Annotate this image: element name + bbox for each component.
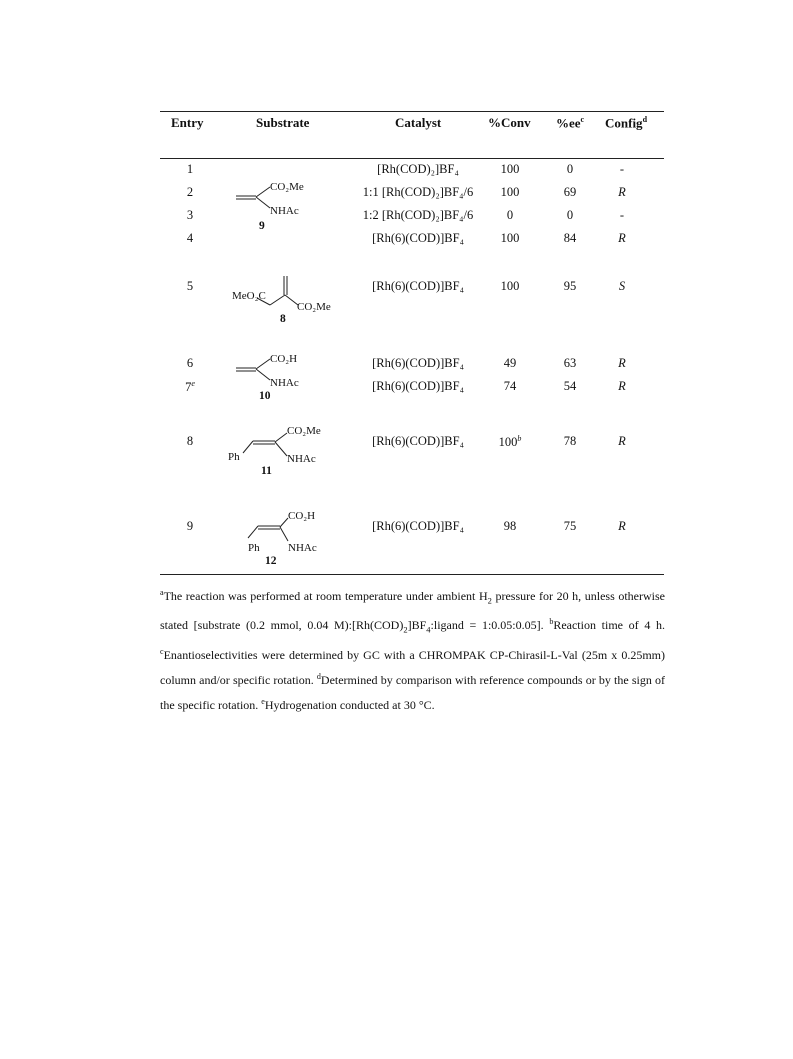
structure-9-bottom-group: NHAc	[270, 205, 299, 217]
table-footnotes: $^a$The reaction was performed at room temperature under ambient $H_2$ pressure for 20 h, unless otherwise stated [substrate (0.2 mmol, 0.04 $M):[Rh(COD)_2]BF_4:ligand$ = 1:0.05:0.05]. $^b$Reaction time of 4 h. $^c$Enantioselectivities were determined by GC with a CHROMPAK CP-Chirasil-L-Val (25m x 0.25mm) column and/or specific rotation. $^d$Determined by comparison with reference compounds or by the sign of the specific rotation. $^e$Hydrogenation conducted at 30 °C.	[160, 588, 666, 712]
ee-cell: 75	[563, 519, 577, 533]
catalyst-cell: [Rh(6)(COD)]BF₄	[372, 434, 464, 448]
compound-number-8: 8	[280, 313, 286, 325]
header-substrate: Substrate	[256, 115, 310, 130]
catalyst-cell: [Rh(6)(COD)]BF₄	[372, 279, 464, 293]
conv-cell: 100	[500, 279, 520, 293]
config-cell: R	[618, 185, 626, 199]
structure-12-phenyl: Ph	[248, 542, 260, 554]
catalyst-cell: 1:1 [Rh(COD)₂]BF₄/6	[362, 185, 474, 199]
entry-cell: 2	[186, 185, 194, 199]
catalyst-cell: [Rh(6)(COD)]BF₄	[372, 519, 464, 533]
structure-11-top-group: CO₂Me	[287, 425, 321, 437]
structure-9-top-group: CO₂Me	[270, 181, 304, 193]
compound-number-10: 10	[259, 390, 271, 402]
structure-11-phenyl: Ph	[228, 451, 240, 463]
footnote-b-mark: b	[549, 617, 554, 627]
entry-cell: 9	[186, 519, 194, 533]
table-top-rule	[160, 111, 664, 112]
conv-cell: 100$^b$	[498, 434, 522, 450]
ee-cell: 84	[563, 231, 577, 245]
header-entry: Entry	[171, 115, 204, 130]
structure-8-left-group: MeO₂C	[232, 290, 266, 302]
structure-12-bottom-group: NHAc	[288, 542, 317, 554]
conv-cell: 100	[500, 231, 520, 245]
table-header-rule	[160, 158, 664, 159]
ee-cell: 78	[563, 434, 577, 448]
entry-cell: 1	[186, 162, 194, 176]
entry-cell: 5	[186, 279, 194, 293]
catalyst-cell: [Rh(6)(COD)]BF₄	[372, 231, 464, 245]
entry-cell: 3	[186, 208, 194, 222]
entry-cell: 7e	[185, 379, 195, 395]
catalyst-cell: [Rh(6)(COD)]BF₄	[372, 356, 464, 370]
structure-10-top-group: CO₂H	[270, 353, 298, 365]
compound-number-12: 12	[265, 555, 277, 567]
config-cell: R	[618, 356, 626, 370]
conv-cell: 49	[503, 356, 517, 370]
conv-cell: 98	[503, 519, 517, 533]
substrate-structure-10	[222, 350, 352, 410]
structure-11-bottom-group: NHAc	[287, 453, 316, 465]
footnote-a-mark: a	[160, 588, 164, 597]
substrate-structure-12	[220, 510, 350, 573]
ee-cell: 69	[563, 185, 577, 199]
header-ee: $\%ee^c$	[556, 115, 585, 131]
config-cell: R	[618, 379, 626, 393]
conv-cell: 100	[500, 185, 520, 199]
catalyst-cell: 1:2 [Rh(COD)₂]BF₄/6	[362, 208, 474, 222]
structure-12-top-group: CO₂H	[288, 510, 316, 522]
config-cell: R	[618, 434, 626, 448]
structure-8-right-group: CO₂Me	[297, 301, 331, 313]
ee-cell: 0	[566, 208, 574, 222]
ee-cell: 54	[563, 379, 577, 393]
header-conv: %Conv	[488, 115, 531, 130]
compound-number-11: 11	[261, 465, 272, 477]
config-cell: -	[619, 208, 625, 222]
config-cell: R	[618, 231, 626, 245]
conv-cell: 74	[503, 379, 517, 393]
footnote-d-mark: d	[316, 671, 321, 681]
table-bottom-rule	[160, 574, 664, 575]
conv-cell: 100	[500, 162, 520, 176]
header-catalyst: Catalyst	[395, 115, 442, 130]
compound-number-9: 9	[259, 220, 265, 232]
entry-cell: 8	[186, 434, 194, 448]
substrate-structure-9	[222, 178, 352, 238]
catalyst-cell: [Rh(COD)₂]BF₄	[377, 162, 459, 176]
substrate-structure-8	[200, 268, 350, 333]
substrate-structure-11	[215, 425, 345, 488]
footnote-c-mark: c	[160, 646, 164, 656]
structure-10-bottom-group: NHAc	[270, 377, 299, 389]
entry-cell: 6	[186, 356, 194, 370]
footnote-e-mark: e	[261, 696, 265, 706]
ee-cell: 63	[563, 356, 577, 370]
catalyst-cell: [Rh(6)(COD)]BF₄	[372, 379, 464, 393]
entry-cell: 4	[186, 231, 194, 245]
config-cell: -	[619, 162, 625, 176]
ee-cell: 0	[566, 162, 574, 176]
config-cell: R	[618, 519, 626, 533]
ee-cell: 95	[563, 279, 577, 293]
config-cell: S	[618, 279, 626, 293]
header-config: Config$^d$	[605, 115, 648, 131]
conv-cell: 0	[506, 208, 514, 222]
